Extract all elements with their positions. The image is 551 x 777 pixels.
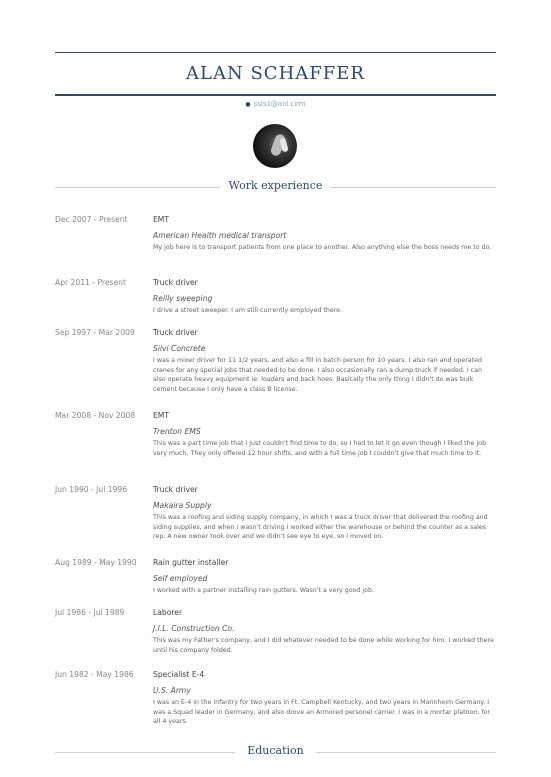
experience-company: Reilly sweeping	[153, 294, 213, 303]
experience-company: American Health medical transport	[153, 231, 287, 240]
experience-body	[153, 558, 496, 596]
experience-description: This was my Father's company, and I did whatever needed to be done while working for him. I worked there until his company folded.	[153, 637, 494, 654]
education-title: Education	[247, 744, 304, 757]
experience-role: Specialist E-4	[153, 670, 205, 679]
experience-role: EMT	[153, 215, 169, 224]
experience-role: Truck driver	[153, 278, 198, 287]
experience-date: Jul 1986 - Jul 1989	[55, 608, 125, 617]
candidate-name: ALAN SCHAFFER	[186, 63, 365, 84]
email-link[interactable]: ssls1@aol.com	[253, 100, 306, 108]
experience-company: J.I.L. Construction Co.	[153, 624, 235, 633]
work-experience-title: Work experience	[228, 179, 323, 192]
experience-description: This was a part time job that i just couldn't find time to do, so I had to let it go even though I liked the job very much. They only offered 12 hour shifts, and with a full time job I couldn't give that much time to it.	[153, 440, 487, 457]
experience-company: Trenton EMS	[153, 427, 201, 436]
experience-description: I worked with a partner installing rain gutters. Wasn't a very good job.	[153, 587, 375, 594]
experience-body	[153, 278, 496, 316]
experience-body	[153, 670, 496, 727]
experience-company: Self employed	[153, 574, 208, 583]
experience-description: I was a mixer driver for 11 1/2 years, and also a fill in batch person for 10 years. I also ran and operated cranes for any special jobs that needed to be done. I also occasionally ran a dump truck if needed. I can also operate heavy equipment ie: loaders and back hoes. Basically the only thing I didn't do was bulk cement because I only have a class B license.	[153, 357, 482, 393]
work-experience-header	[55, 181, 496, 195]
experience-body	[153, 411, 496, 458]
experience-date: Jun 1990 - Jul 1996	[55, 485, 128, 494]
name-rule	[55, 94, 496, 96]
experience-role: Rain gutter installer	[153, 558, 229, 567]
experience-description: My job here is to transport patients from one place to another. Also anything else the boss needs me to do.	[153, 244, 492, 251]
education-header	[55, 746, 496, 760]
experience-body	[153, 328, 496, 394]
experience-date: Dec 2007 - Present	[55, 215, 128, 224]
experience-description: I was an E-4 in the infantry for two years in Ft. Campbell Kentucky, and two years in Mannheim Germany. I was a Squad leader in Germany, and also drove an Armored personel carrier. I was in a mortar platoon, for all 4 years.	[153, 699, 490, 726]
experience-date: Apr 2011 - Present	[55, 278, 126, 287]
experience-role: Laborer	[153, 608, 183, 617]
experience-company: Silvi Concrete	[153, 344, 206, 353]
experience-body	[153, 215, 496, 253]
avatar	[253, 124, 297, 168]
top-rule	[55, 52, 496, 53]
experience-role: Truck driver	[153, 328, 198, 337]
experience-role: Truck driver	[153, 485, 198, 494]
experience-company: U.S. Army	[153, 686, 191, 695]
experience-date: Sep 1997 - Mar 2009	[55, 328, 135, 337]
experience-description: This was a roofing and siding supply company, in which I was a truck driver that delivered the roofing and siding supplies, and when i wasn't driving i worked either the warehouse or behind the counter as a sales rep. A new owner took over and we didn't see eye to eye, so i moved on.	[153, 514, 488, 541]
experience-body	[153, 608, 496, 655]
experience-date: Jun 1982 - May 1986	[55, 670, 134, 679]
experience-description: I drive a street sweeper. I am still currently employed there.	[153, 307, 343, 314]
experience-date: Aug 1989 - May 1990	[55, 558, 137, 567]
experience-company: Makaira Supply	[153, 501, 212, 510]
email-dot-icon: ●	[245, 101, 251, 108]
experience-body	[153, 485, 496, 542]
contact-line	[0, 100, 551, 108]
experience-role: EMT	[153, 411, 169, 420]
experience-date: Mar 2008 - Nov 2008	[55, 411, 136, 420]
